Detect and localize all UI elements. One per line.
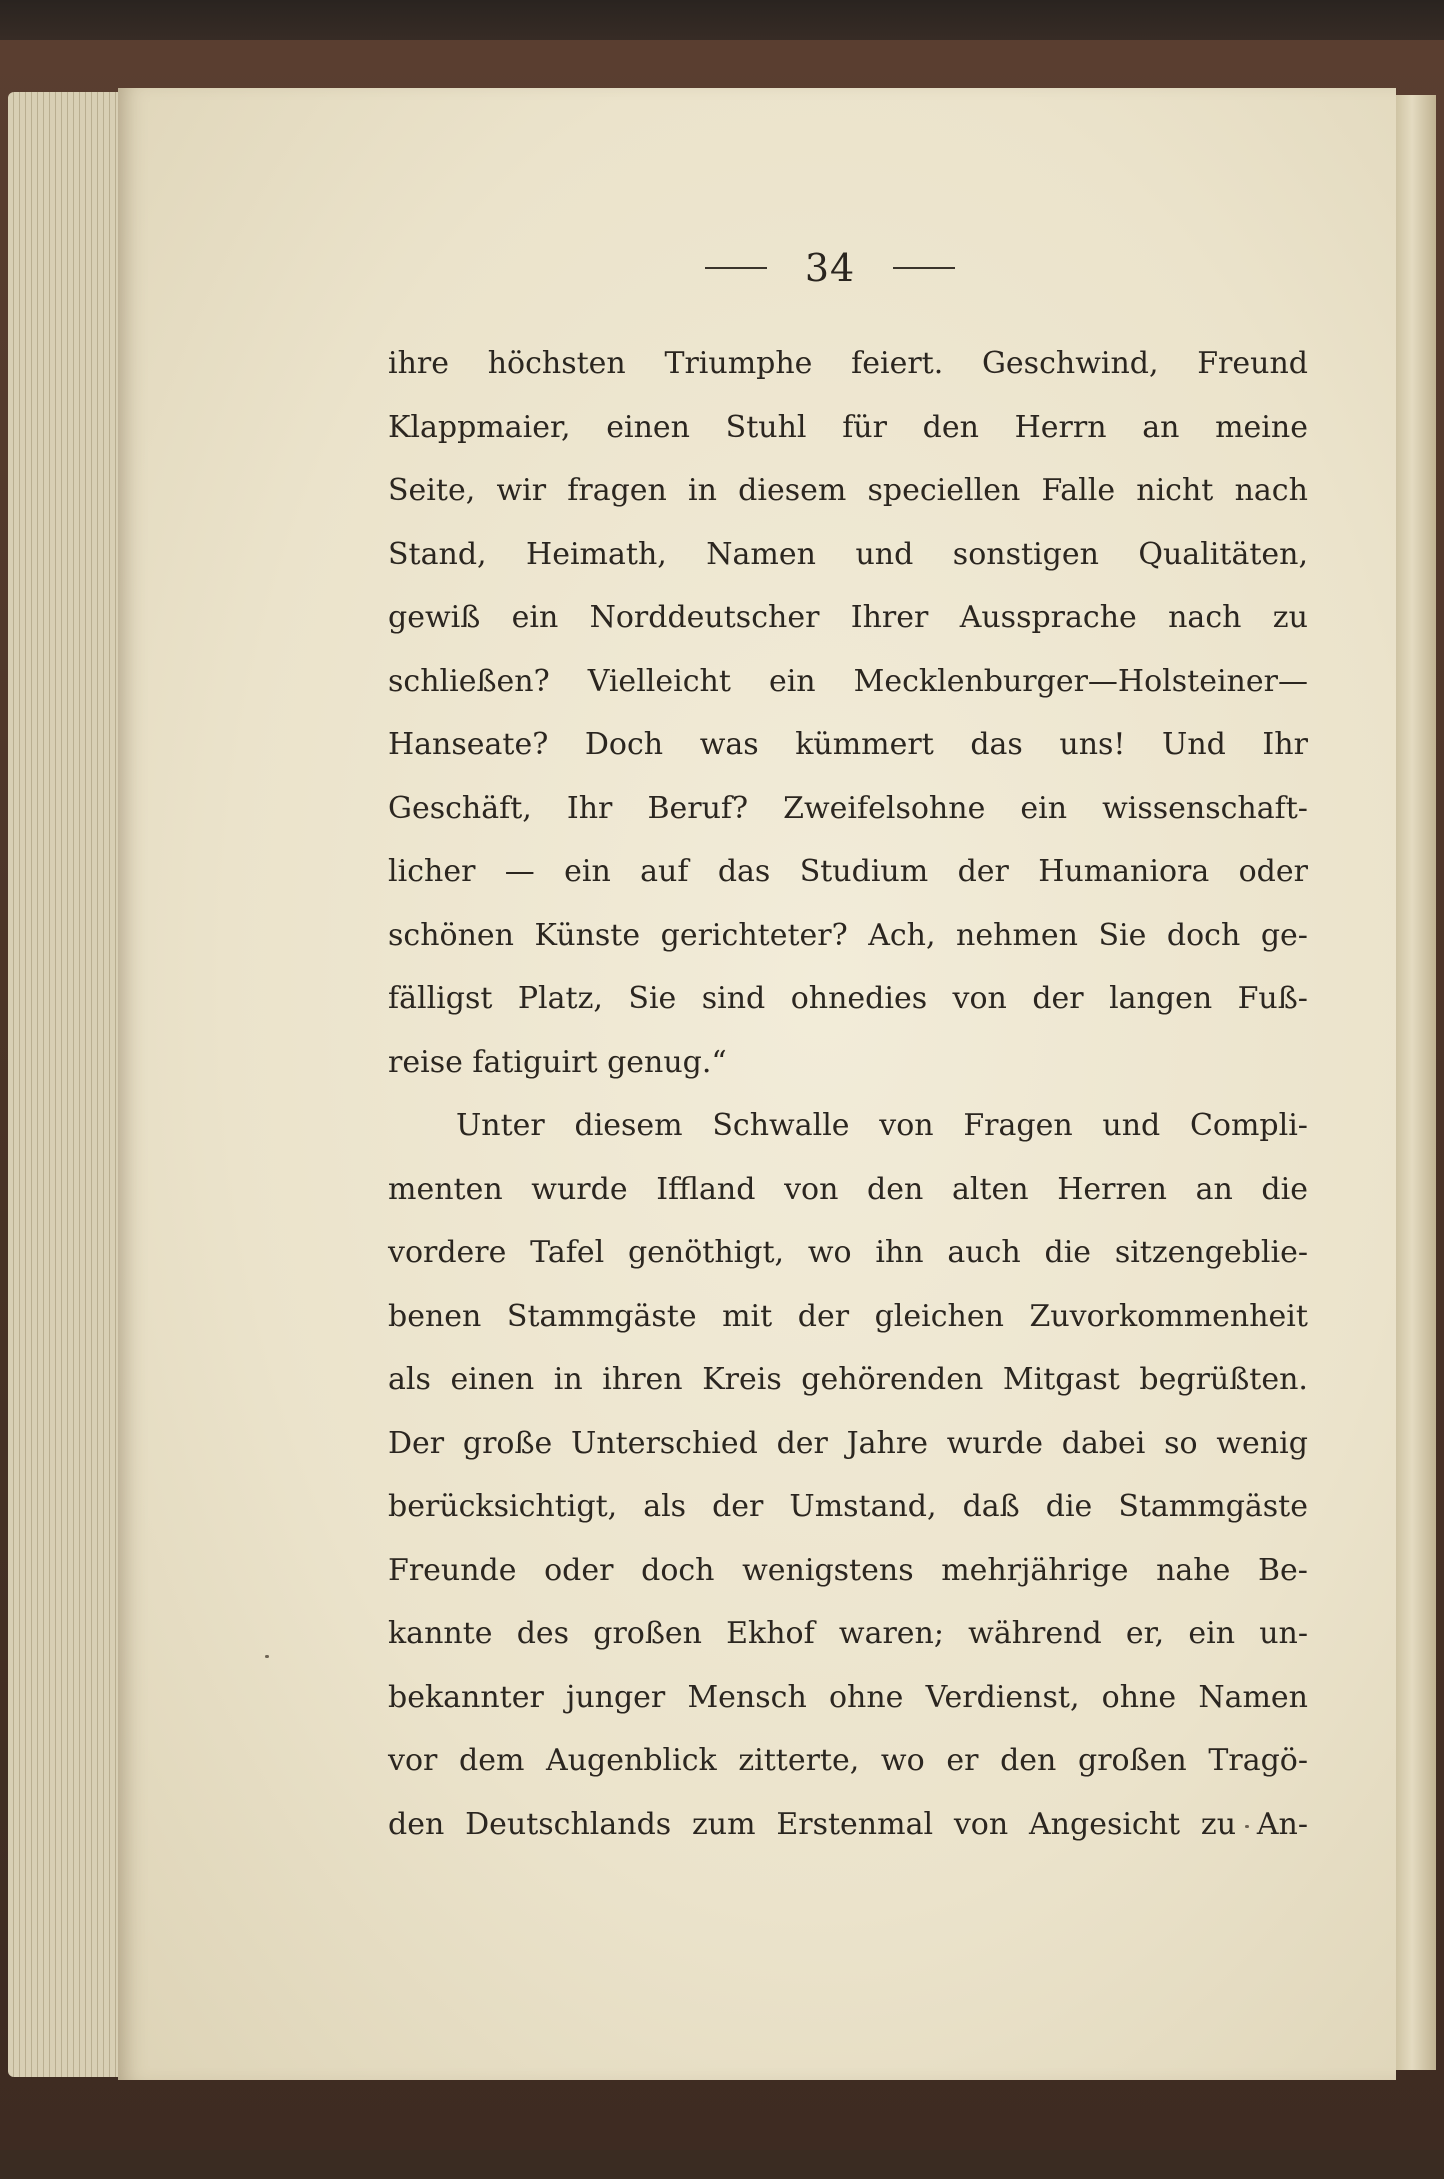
text-line: Der große Unterschied der Jahre wurde dabei so wenig [388,1425,1308,1461]
text-line: Seite, wir fragen in diesem speciellen Falle nicht nach [388,473,1308,508]
header-rule-left [705,267,767,269]
header-rule-right [893,267,955,269]
paragraph [388,332,1308,1094]
text-line: gewiß ein Norddeutscher Ihrer Aussprache nach zu [388,600,1308,635]
text-line: schönen Künste gerichteter? Ach, nehmen Sie doch ge- [388,917,1308,953]
paragraph [388,1094,1308,1856]
text-line: Klappmaier, einen Stuhl für den Herrn an meine [388,409,1308,445]
text-line: vor dem Augenblick zitterte, wo er den großen Tragö- [388,1743,1308,1778]
text-line: als einen in ihren Kreis gehörenden Mitgast begrüßten. [388,1362,1308,1397]
page-header [700,248,960,288]
text-line: Unter diesem Schwalle von Fragen und Compli- [456,1108,1308,1143]
text-line: bekannter junger Mensch ohne Verdienst, ohne Namen [388,1679,1308,1715]
text-line: menten wurde Iffland von den alten Herren an die [388,1171,1308,1207]
text-line: Stand, Heimath, Namen und sonstigen Qualitäten, [388,536,1308,572]
text-line: den Deutschlands zum Erstenmal von Angesicht zu An- [388,1806,1308,1842]
text-line: licher — ein auf das Studium der Humaniora oder [388,854,1308,889]
text-line: Hanseate? Doch was kümmert das uns! Und Ihr [388,727,1308,762]
text-line: kannte des großen Ekhof waren; während er, ein un- [388,1616,1308,1651]
text-line: Freunde oder doch wenigstens mehrjährige nahe Be- [388,1552,1308,1588]
text-line: vordere Tafel genöthigt, wo ihn auch die sitzengeblie- [388,1235,1308,1270]
text-line: reise fatiguirt genug.“ [388,1044,727,1080]
page-edge-right [1396,95,1436,2070]
ink-fleck [1245,1825,1249,1828]
page-number: 34 [804,246,856,290]
text-line: schließen? Vielleicht ein Mecklenburger—Holsteiner— [388,663,1308,699]
text-line: ihre höchsten Triumphe feiert. Geschwind, Freund [388,346,1308,381]
ink-fleck [265,1655,269,1658]
text-line: Geschäft, Ihr Beruf? Zweifelsohne ein wissenschaft- [388,790,1308,826]
text-line: berücksichtigt, als der Umstand, daß die Stammgäste [388,1489,1308,1524]
text-line: benen Stammgäste mit der gleichen Zuvorkommenheit [388,1298,1308,1334]
body-text [388,332,1308,1856]
text-line: fälligst Platz, Sie sind ohnedies von der langen Fuß- [388,981,1308,1016]
